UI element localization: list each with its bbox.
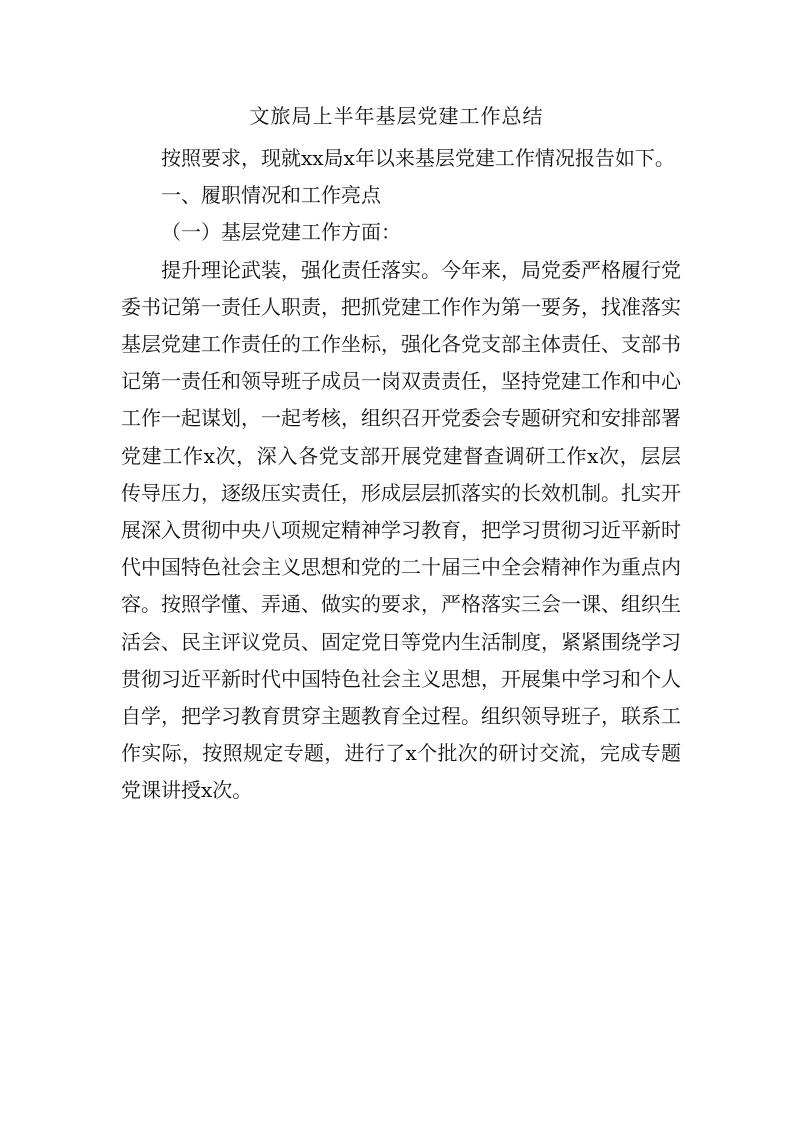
- section-heading: 一、履职情况和工作亮点: [161, 183, 381, 208]
- document-body: [121, 140, 681, 810]
- intro-paragraph: 按照要求，现就xx局x年以来基层党建工作情况报告如下。: [161, 146, 675, 170]
- subsection-heading: （一）基层党建工作方面：: [161, 220, 401, 245]
- document-title: 文旅局上半年基层党建工作总结: [249, 104, 544, 128]
- body-paragraph: 提升理论武装，强化责任落实。今年来，局党委严格履行党委书记第一责任人职责，把抓党建工作作为第一要务，找准落实基层党建工作责任的工作坐标，强化各党支部主体责任、支部书记第一责任和领导班子成员一岗双责责任，坚持党建工作和中心工作一起谋划，一起考核，组织召开党委会专题研究和安排部署党建工作x次，深入各党支部开展党建督查调研工作x次，层层传导压力，逐级压实责任，形成层层抓落实的长效机制。扎实开展深入贯彻中央八项规定精神学习教育，把学习贯彻习近平新时代中国特色社会主义思想和党的二十届三中全会精神作为重点内容。按照学懂、弄通、做实的要求，严格落实三会一课、组织生活会、民主评议党员、固定党日等党内生活制度，紧紧围绕学习贯彻习近平新时代中国特色社会主义思想，开展集中学习和个人自学，把学习教育贯穿主题教育全过程。组织领导班子，联系工作实际，按照规定专题，进行了x个批次的研讨交流，完成专题党课讲授x次。: [121, 257, 681, 803]
